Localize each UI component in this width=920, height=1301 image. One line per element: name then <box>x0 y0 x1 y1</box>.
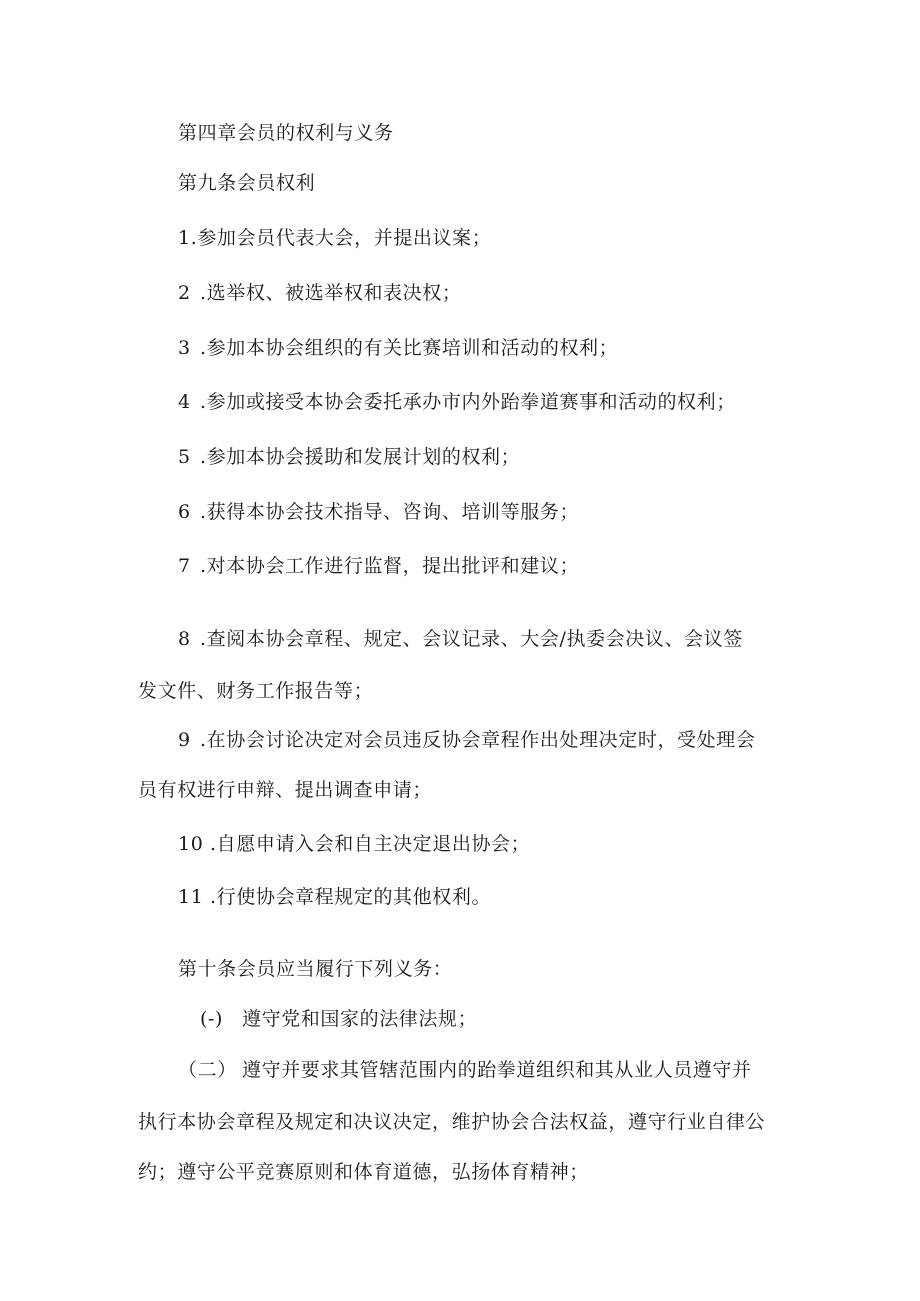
right-number: 6 <box>178 501 191 523</box>
right-text: .参加或接受本协会委托承办市内外跆拳道赛事和活动的权利； <box>200 391 736 413</box>
right-item-8-continuation: 发文件、财务工作报告等； <box>138 680 374 702</box>
right-text: .行使协会章程规定的其他权利。 <box>210 886 492 908</box>
duty-text: 遵守党和国家的法律法规； <box>242 1008 478 1030</box>
right-text: .对本协会工作进行监督，提出批评和建议； <box>200 555 580 577</box>
right-number: 8 <box>178 628 191 650</box>
duty-item-2-continuation-2: 约；遵守公平竞赛原则和体育道德，弘扬体育精神； <box>138 1161 589 1183</box>
chapter-title: 第四章会员的权利与义务 <box>178 122 394 144</box>
right-item-9-continuation: 员有权进行申辩、提出调查申请； <box>138 779 433 801</box>
right-number: 9 <box>178 729 191 751</box>
duty-number: (-) <box>200 1008 224 1030</box>
right-item-4 <box>178 390 736 414</box>
right-item-9 <box>178 728 755 752</box>
right-text: .参加本协会援助和发展计划的权利； <box>200 446 521 468</box>
duty-text: 遵守并要求其管辖范围内的跆拳道组织和其从业人员遵守并 <box>242 1059 752 1081</box>
right-number: 11 <box>178 886 204 908</box>
right-item-1 <box>178 226 491 250</box>
right-number: 1. <box>178 227 198 249</box>
right-item-5 <box>178 445 520 469</box>
right-number: 4 <box>178 391 191 413</box>
right-number: 5 <box>178 446 191 468</box>
right-number: 3 <box>178 337 191 359</box>
duty-item-1 <box>200 1007 477 1031</box>
duty-item-2-continuation: 执行本协会章程及规定和决议决定，维护协会合法权益，遵守行业自律公 <box>138 1111 766 1133</box>
right-number: 10 <box>178 833 204 855</box>
right-item-8 <box>178 627 743 651</box>
duty-number: （二） <box>178 1059 237 1081</box>
right-text: 参加会员代表大会，并提出议案； <box>197 227 492 249</box>
right-item-7 <box>178 554 579 578</box>
right-item-6 <box>178 500 579 524</box>
article-10-title: 第十条会员应当履行下列义务： <box>178 958 453 980</box>
duty-item-2 <box>178 1058 752 1082</box>
right-text: .选举权、被选举权和表决权； <box>200 282 462 304</box>
right-item-11 <box>178 885 491 909</box>
right-text: .查阅本协会章程、规定、会议记录、大会/执委会决议、会议签 <box>200 628 743 650</box>
article-9-title: 第九条会员权利 <box>178 172 316 194</box>
right-item-2 <box>178 281 461 305</box>
right-text: .自愿申请入会和自主决定退出协会； <box>210 833 531 855</box>
right-text: .获得本协会技术指导、咨询、培训等服务； <box>200 501 580 523</box>
right-text: .参加本协会组织的有关比赛培训和活动的权利； <box>200 337 619 359</box>
right-number: 7 <box>178 555 191 577</box>
right-item-3 <box>178 336 618 360</box>
right-number: 2 <box>178 282 191 304</box>
right-item-10 <box>178 832 530 856</box>
right-text: .在协会讨论决定对会员违反协会章程作出处理决定时，受处理会 <box>200 729 756 751</box>
